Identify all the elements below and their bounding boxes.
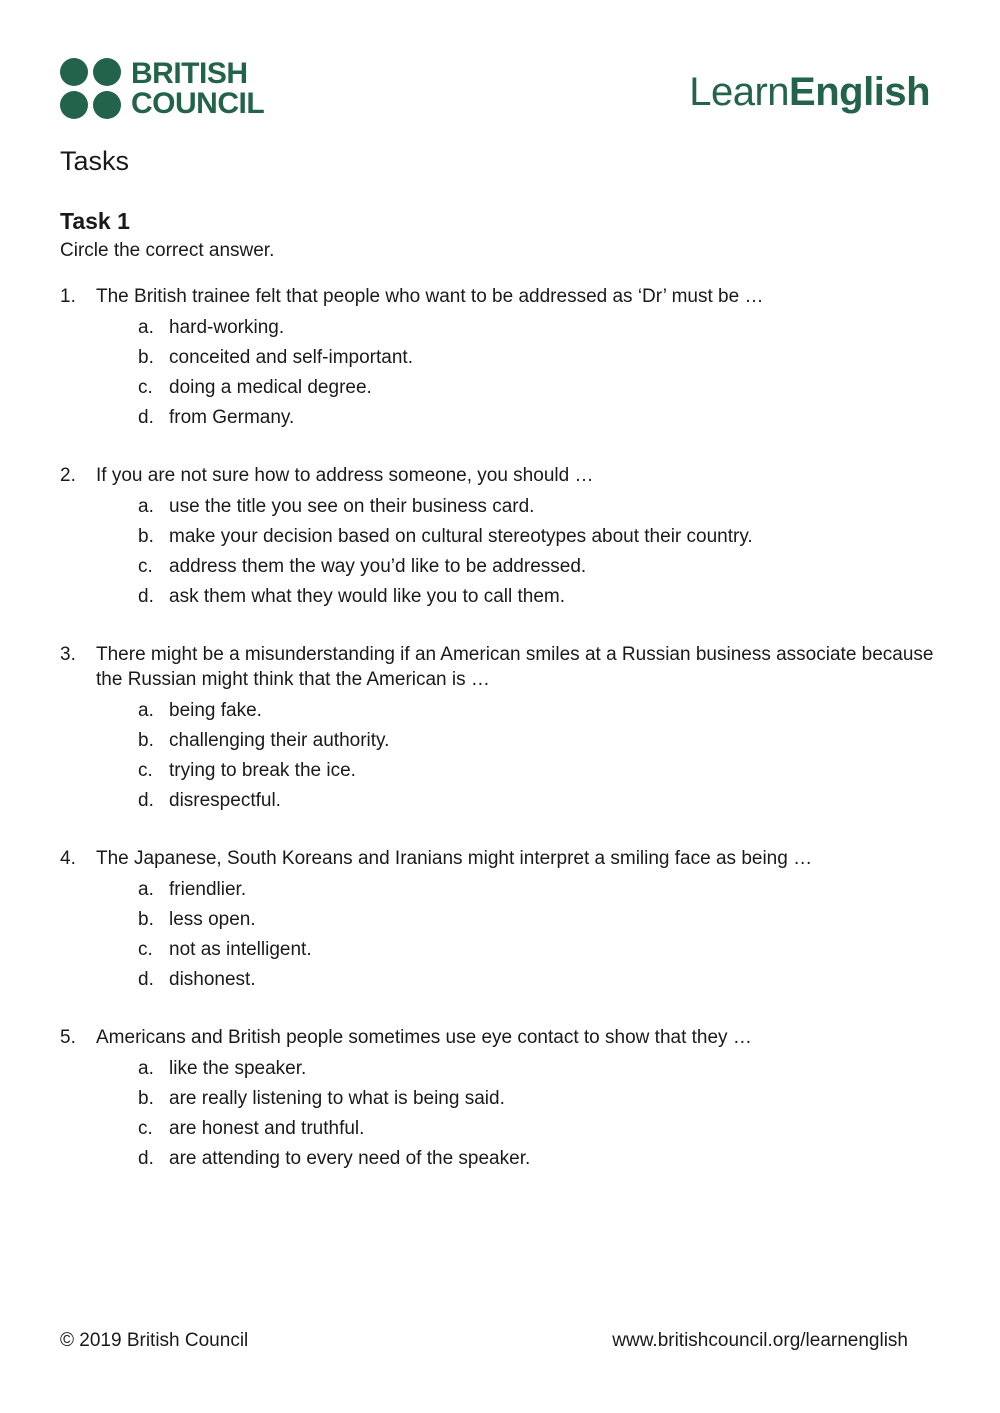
option-text: are really listening to what is being said. [169,1088,505,1109]
answer-option[interactable] [60,1114,940,1144]
answer-option[interactable] [60,373,940,403]
option-letter: d. [138,586,154,607]
answer-option[interactable] [60,965,940,995]
option-letter: a. [138,879,154,900]
option-text: being fake. [169,700,262,721]
british-council-wordmark [131,56,265,120]
option-text: make your decision based on cultural stereotypes about their country. [169,526,753,547]
answer-option[interactable] [60,313,940,343]
option-letter: a. [138,700,154,721]
question-number: 4. [60,848,76,869]
answer-option[interactable] [60,756,940,786]
option-letter: c. [138,760,153,781]
british-council-dots-icon [60,58,121,119]
learnenglish-part-1: Learn [689,70,790,114]
option-text: dishonest. [169,969,256,990]
question-list [60,284,940,1204]
question-text: Americans and British people sometimes use eye contact to show that they … [96,1027,752,1048]
option-letter: c. [138,939,153,960]
option-text: not as intelligent. [169,939,312,960]
option-letter: b. [138,526,154,547]
answer-option[interactable] [60,905,940,935]
option-text: less open. [169,909,256,930]
question-number: 2. [60,465,76,486]
question-number: 5. [60,1027,76,1048]
question-1 [60,284,940,433]
option-text: challenging their authority. [169,730,390,751]
question-2 [60,463,940,612]
question-5 [60,1025,940,1174]
answer-option[interactable] [60,552,940,582]
option-text: from Germany. [169,407,295,428]
option-letter: b. [138,1088,154,1109]
answer-option[interactable] [60,935,940,965]
option-letter: b. [138,347,154,368]
question-text: If you are not sure how to address someone, you should … [96,465,594,486]
answer-option[interactable] [60,726,940,756]
brand-line-1: BRITISH [131,56,248,90]
option-list [60,313,940,433]
option-list [60,492,940,612]
option-letter: a. [138,496,154,517]
option-letter: d. [138,790,154,811]
option-letter: a. [138,317,154,338]
option-letter: d. [138,969,154,990]
option-letter: c. [138,1118,153,1139]
footer-url[interactable]: www.britishcouncil.org/learnenglish [612,1330,908,1351]
learnenglish-part-2: English [789,70,930,114]
logo-dot [60,91,88,119]
option-letter: c. [138,556,153,577]
option-text: friendlier. [169,879,247,900]
option-text: like the speaker. [169,1058,307,1079]
option-text: ask them what they would like you to call them. [169,586,566,607]
page-title: Tasks [60,146,130,176]
answer-option[interactable] [60,1054,940,1084]
option-list [60,696,940,816]
task-instruction: Circle the correct answer. [60,240,275,261]
option-text: use the title you see on their business card. [169,496,535,517]
option-letter: d. [138,1148,154,1169]
option-letter: a. [138,1058,154,1079]
question-number: 1. [60,286,76,307]
logo-dot [93,58,121,86]
answer-option[interactable] [60,875,940,905]
answer-option[interactable] [60,582,940,612]
answer-option[interactable] [60,403,940,433]
answer-option[interactable] [60,1144,940,1174]
answer-option[interactable] [60,786,940,816]
question-number: 3. [60,644,76,665]
option-text: disrespectful. [169,790,281,811]
answer-option[interactable] [60,1084,940,1114]
option-list [60,875,940,995]
option-text: address them the way you’d like to be addressed. [169,556,587,577]
british-council-logo [60,58,264,119]
option-text: conceited and self-important. [169,347,413,368]
question-text: The British trainee felt that people who want to be addressed as ‘Dr’ must be … [96,286,764,307]
answer-option[interactable] [60,696,940,726]
option-letter: b. [138,730,154,751]
option-text: are honest and truthful. [169,1118,365,1139]
option-letter: b. [138,909,154,930]
answer-option[interactable] [60,343,940,373]
option-letter: c. [138,377,153,398]
task-heading: Task 1 [60,208,130,234]
logo-dot [93,91,121,119]
option-letter: d. [138,407,154,428]
option-text: are attending to every need of the speaker. [169,1148,531,1169]
brand-line-2: COUNCIL [131,86,265,120]
option-list [60,1054,940,1174]
question-text: There might be a misunderstanding if an American smiles at a Russian business associate because the Russian might think that the American is … [96,644,934,690]
answer-option[interactable] [60,492,940,522]
footer-copyright: © 2019 British Council [60,1330,249,1351]
option-text: doing a medical degree. [169,377,372,398]
answer-option[interactable] [60,522,940,552]
learnenglish-logo [689,70,930,115]
logo-dot [60,58,88,86]
question-text: The Japanese, South Koreans and Iranians might interpret a smiling face as being … [96,848,813,869]
question-3 [60,642,940,816]
option-text: hard-working. [169,317,285,338]
question-4 [60,846,940,995]
option-text: trying to break the ice. [169,760,356,781]
